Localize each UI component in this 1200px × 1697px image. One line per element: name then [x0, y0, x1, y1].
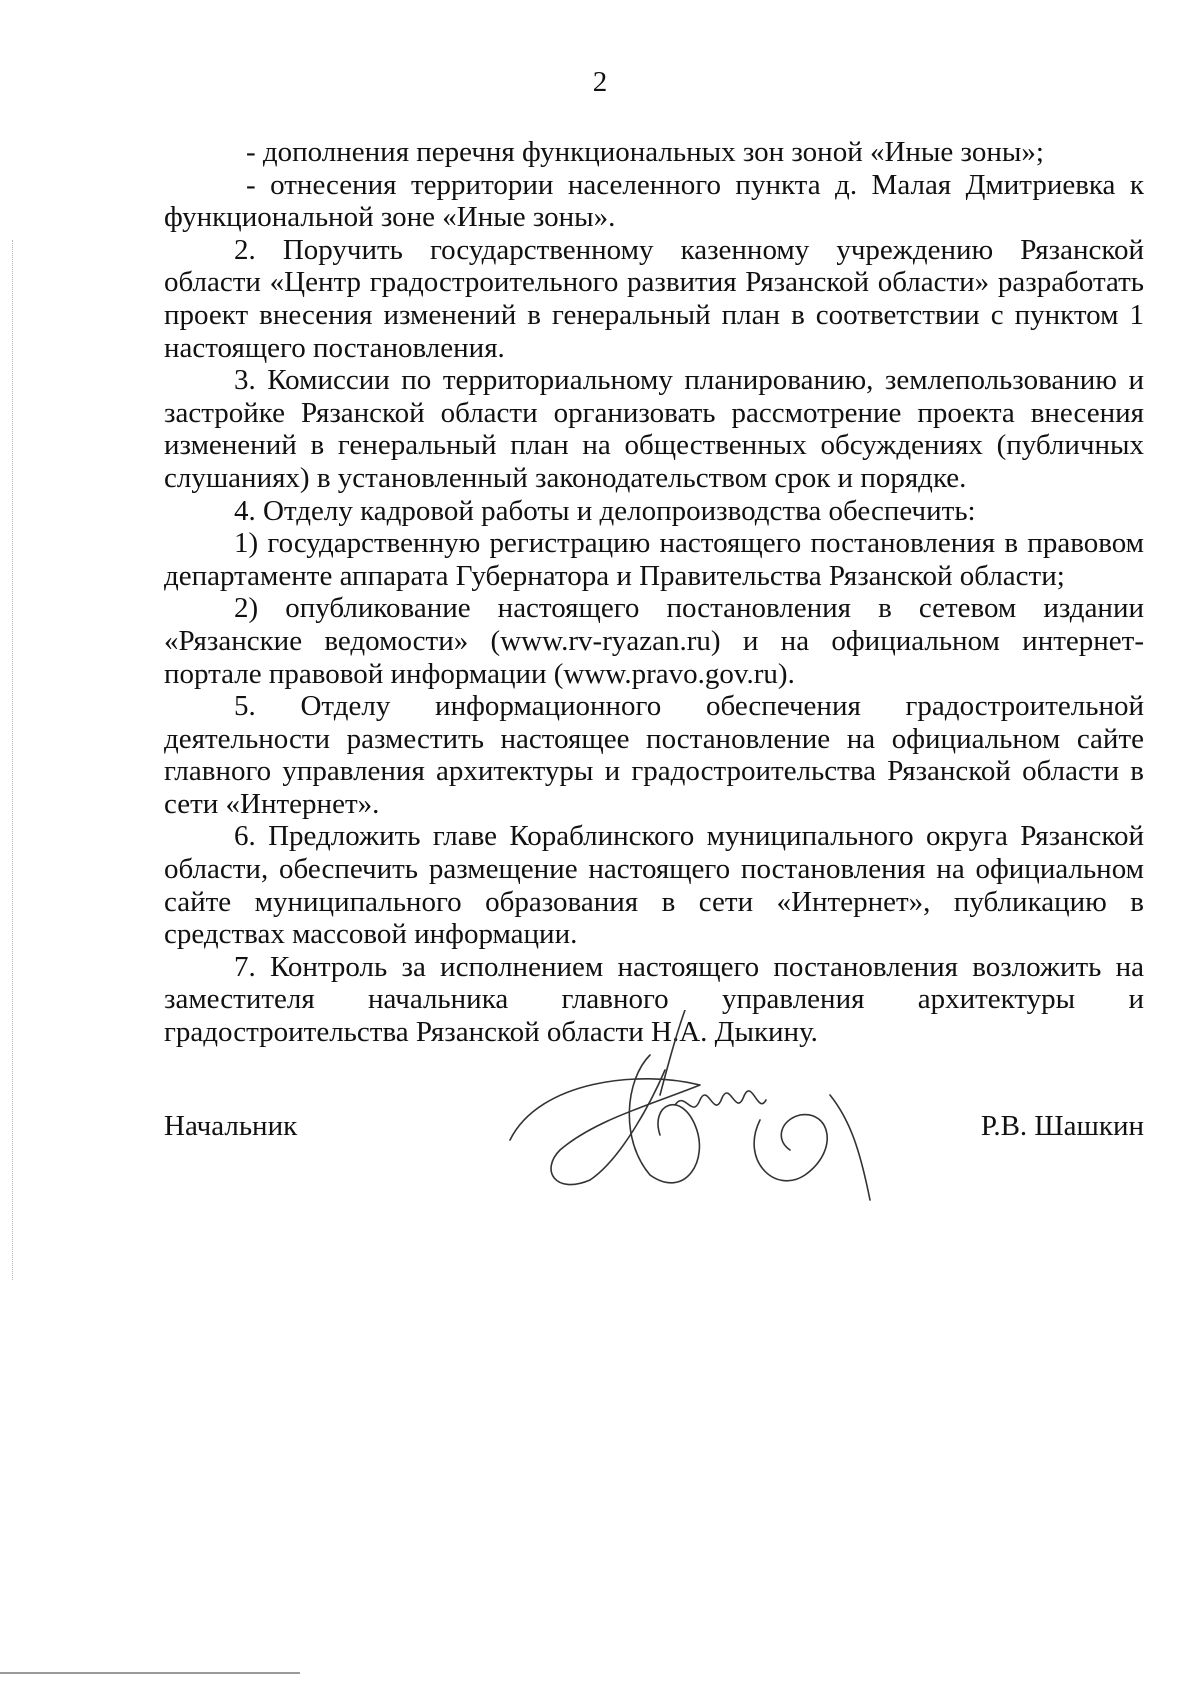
paragraph-amendment-zones: - дополнения перечня функциональных зон зоной «Иные зоны»; [246, 136, 1044, 168]
scan-margin-artifact [12, 240, 17, 1280]
paragraph-item-4-2: 2) опубликование настоящего постановления в сетевом издании «Рязанские ведомости» (www.rv-ryazan.ru) и на официальном интернет-портале правовой информации (www.pravo.gov.ru). [164, 592, 1144, 690]
scan-bottom-artifact [0, 1672, 300, 1674]
paragraph-item-2: 2. Поручить государственному казенному учреждению Рязанской области «Центр градостроительного развития Рязанской области» разработать проект внесения изменений в генеральный план в соответствии с пунктом 1 настоящего постановления. [164, 233, 1144, 364]
signer-position: Начальник [164, 1110, 298, 1142]
paragraph-amendment-territory: - отнесения территории населенного пункта д. Малая Дмитриевка к функциональной зоне «Иные зоны». [164, 168, 1144, 234]
document-body [164, 136, 1144, 1049]
paragraph-item-3: 3. Комиссии по территориальному планированию, землепользованию и застройке Рязанской области организовать рассмотрение проекта внесения изменений в генеральный план на общественных обсуждениях (публичных слушаниях) в установленный законодательством срок и порядке. [164, 364, 1144, 494]
page-number: 2 [592, 66, 608, 98]
paragraph-item-5: 5. Отделу информационного обеспечения градостроительной деятельности разместить настоящее постановление на официальном сайте главного управления архитектуры и градостроительства Рязанской области в сети «Интернет». [164, 690, 1144, 820]
paragraph-item-6: 6. Предложить главе Кораблинского муниципального округа Рязанской области, обеспечить размещение настоящего постановления на официальном сайте муниципального образования в сети «Интернет», публикацию в средствах массовой информации. [164, 820, 1144, 951]
paragraph-item-4: 4. Отделу кадровой работы и делопроизводства обеспечить: [234, 494, 976, 527]
signature-block [164, 1110, 1144, 1170]
signer-name: Р.В. Шашкин [980, 1110, 1144, 1142]
paragraph-item-7: 7. Контроль за исполнением настоящего постановления возложить на заместителя начальника главного управления архитектуры и градостроительства Рязанской области Н.А. Дыкину. [164, 950, 1144, 1049]
paragraph-item-4-1: 1) государственную регистрацию настоящего постановления в правовом департаменте аппарата Губернатора и Правительства Рязанской области; [164, 527, 1144, 592]
